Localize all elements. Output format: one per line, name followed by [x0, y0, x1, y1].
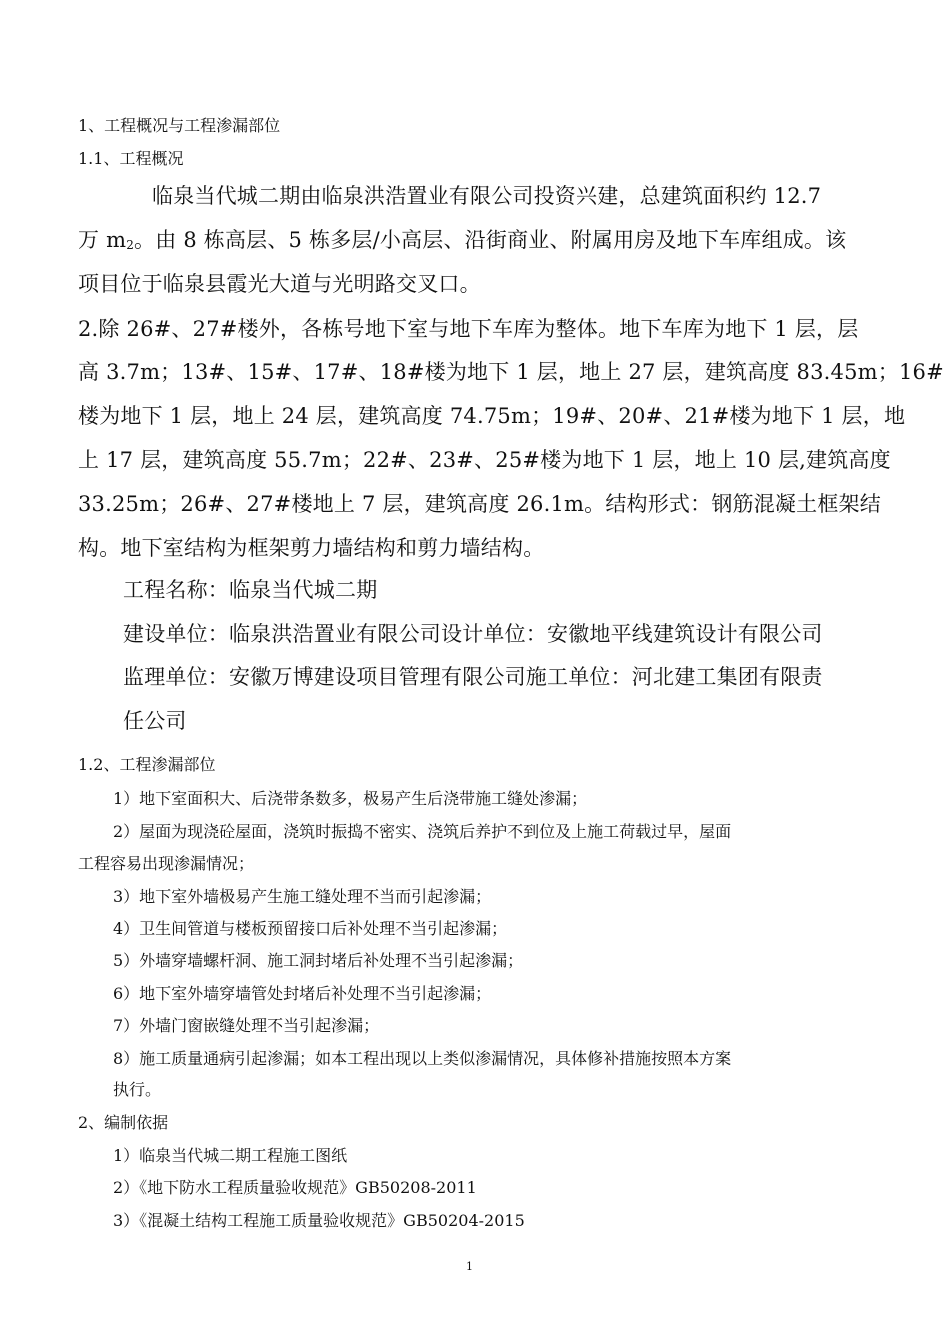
overview-line-3: 项目位于临泉县霞光大道与光明路交叉口。 — [78, 272, 481, 296]
leak-item-4: 4）卫生间管道与楼板预留接口后补处理不当引起渗漏； — [113, 919, 508, 938]
page-number: 1 — [466, 1260, 473, 1273]
construction-design-unit: 建设单位：临泉洪浩置业有限公司设计单位：安徽地平线建筑设计有限公司 — [123, 622, 823, 646]
leak-item-6: 6）地下室外墙穿墙管处封堵后补处理不当引起渗漏； — [113, 984, 492, 1003]
basis-item-2: 2）《地下防水工程质量验收规范》GB50208-2011 — [113, 1178, 477, 1197]
leak-item-7: 7）外墙门窗嵌缝处理不当引起渗漏； — [113, 1016, 380, 1035]
overview-superscript: 2 — [126, 238, 135, 252]
basis-item-1: 1）临泉当代城二期工程施工图纸 — [113, 1146, 348, 1165]
section-2-title: 2、编制依据 — [78, 1113, 169, 1132]
section-1-1-title: 1.1、工程概况 — [78, 149, 184, 168]
leak-item-2-cont: 工程容易出现渗漏情况； — [78, 854, 255, 873]
structure-line-5: 33.25m；26#、27#楼地上 7 层，建筑高度 26.1m。结构形式：钢筋混凝土框架结 — [78, 492, 881, 516]
structure-line-3: 楼为地下 1 层，地上 24 层，建筑高度 74.75m；19#、20#、21#楼为地下 1 层，地 — [78, 404, 906, 428]
leak-item-8-cont: 执行。 — [113, 1080, 162, 1099]
leak-item-2: 2）屋面为现浇砼屋面，浇筑时振捣不密实、浇筑后养护不到位及上施工荷载过早，屋面 — [113, 822, 732, 841]
section-1-title: 1、工程概况与工程渗漏部位 — [78, 116, 281, 135]
leak-item-8: 8）施工质量通病引起渗漏；如本工程出现以上类似渗漏情况，具体修补措施按照本方案 — [113, 1049, 732, 1068]
structure-line-4: 上 17 层，建筑高度 55.7m；22#、23#、25#楼为地下 1 层，地上 10 层,建筑高度 — [78, 448, 891, 472]
structure-line-2: 高 3.7m；13#、15#、17#、18#楼为地下 1 层，地上 27 层，建筑高度 83.45m；16# — [78, 360, 944, 384]
overview-line-2 — [78, 224, 846, 254]
structure-line-1: 2.除 26#、27#楼外，各栋号地下室与地下车库为整体。地下车库为地下 1 层，层 — [78, 317, 859, 341]
construction-unit-cont: 任公司 — [123, 709, 187, 733]
basis-item-3: 3）《混凝土结构工程施工质量验收规范》GB50204-2015 — [113, 1211, 525, 1230]
structure-line-6: 构。地下室结构为框架剪力墙结构和剪力墙结构。 — [78, 536, 545, 560]
leak-item-1: 1）地下室面积大、后浇带条数多，极易产生后浇带施工缝处渗漏； — [113, 789, 588, 808]
overview-line-1: 临泉当代城二期由临泉洪浩置业有限公司投资兴建，总建筑面积约 12.7 — [152, 184, 822, 208]
overview-text-a: 万 m — [78, 228, 127, 252]
leak-item-5: 5）外墙穿墙螺杆洞、施工洞封堵后补处理不当引起渗漏； — [113, 951, 524, 970]
project-name: 工程名称：临泉当代城二期 — [123, 578, 378, 602]
supervision-construction-unit: 监理单位：安徽万博建设项目管理有限公司施工单位：河北建工集团有限责 — [123, 665, 823, 689]
overview-text-b: 。由 8 栋高层、5 栋多层/小高层、沿街商业、附属用房及地下车库组成。该 — [134, 228, 847, 252]
section-1-2-title: 1.2、工程渗漏部位 — [78, 755, 216, 774]
leak-item-3: 3）地下室外墙极易产生施工缝处理不当而引起渗漏； — [113, 887, 492, 906]
